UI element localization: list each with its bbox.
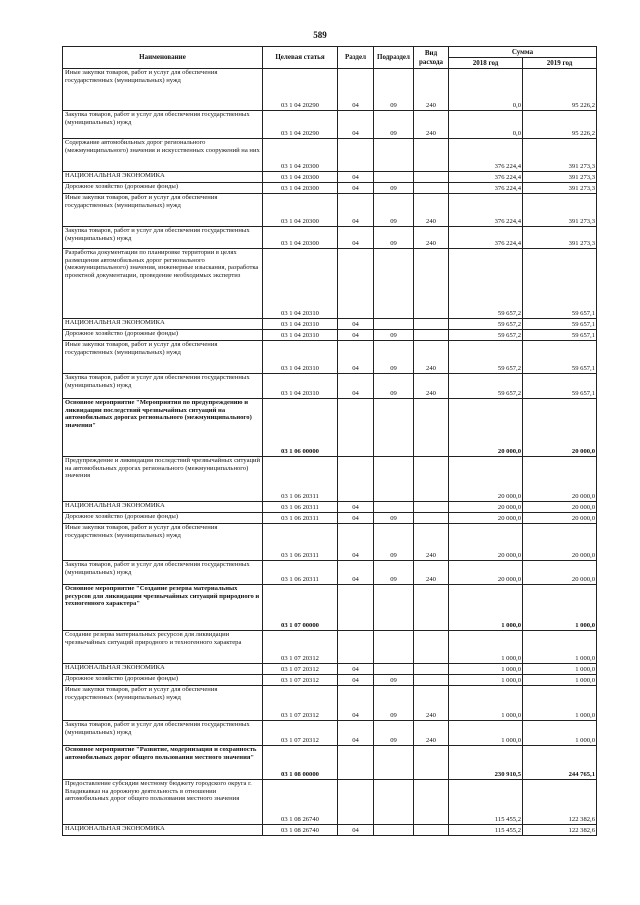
row-section-cell: 04 — [338, 319, 374, 330]
row-name-cell: НАЦИОНАЛЬНАЯ ЭКОНОМИКА — [63, 502, 263, 513]
row-2018-cell: 59 657,2 — [449, 330, 523, 341]
row-exptype-cell: 240 — [414, 686, 449, 721]
row-name-cell: Закупка товаров, работ и услуг для обеспечения государственных (муниципальных) нужд — [63, 561, 263, 585]
table-row — [63, 139, 597, 172]
row-2018-cell: 0,0 — [449, 69, 523, 111]
row-target-cell: 03 1 07 00000 — [263, 585, 338, 631]
row-target-cell: 03 1 07 20312 — [263, 721, 338, 746]
row-target-cell: 03 1 06 20311 — [263, 457, 338, 502]
row-name-cell: Основное мероприятие "Развитие, модернизация и сохранность автомобильных дорог общего пользования местного значения" — [63, 746, 263, 780]
row-target-cell: 03 1 06 20311 — [263, 561, 338, 585]
row-2019-cell: 20 000,0 — [523, 399, 597, 457]
row-2018-cell: 115 455,2 — [449, 780, 523, 825]
table-row — [63, 664, 597, 675]
row-2019-cell: 391 273,3 — [523, 172, 597, 183]
col-2019-header: 2019 год — [523, 58, 597, 69]
row-subsection-cell: 09 — [374, 111, 414, 139]
row-target-cell: 03 1 06 20311 — [263, 502, 338, 513]
row-name-cell: НАЦИОНАЛЬНАЯ ЭКОНОМИКА — [63, 319, 263, 330]
row-name-cell: Основное мероприятие "Создание резерва материальных ресурсов для ликвидации чрезвычайных ситуаций природного и техногенного характера" — [63, 585, 263, 631]
row-section-cell: 04 — [338, 825, 374, 836]
row-name-cell: Предупреждение и ликвидация последствий чрезвычайных ситуаций на автомобильных дорогах регионального (межмуниципального) значения — [63, 457, 263, 502]
row-exptype-cell — [414, 780, 449, 825]
row-exptype-cell: 240 — [414, 561, 449, 585]
row-exptype-cell: 240 — [414, 69, 449, 111]
row-subsection-cell: 09 — [374, 194, 414, 227]
table-row — [63, 561, 597, 585]
row-name-cell: Иные закупки товаров, работ и услуг для обеспечения государственных (муниципальных) нужд — [63, 524, 263, 561]
row-target-cell: 03 1 04 20300 — [263, 183, 338, 194]
row-name-cell: Закупка товаров, работ и услуг для обеспечения государственных (муниципальных) нужд — [63, 111, 263, 139]
row-2018-cell: 59 657,2 — [449, 374, 523, 399]
row-section-cell — [338, 457, 374, 502]
row-exptype-cell: 240 — [414, 111, 449, 139]
row-2018-cell: 1 000,0 — [449, 585, 523, 631]
col-exptype-header: Вид расхода — [414, 47, 449, 69]
row-2018-cell: 0,0 — [449, 111, 523, 139]
row-2018-cell: 20 000,0 — [449, 457, 523, 502]
row-subsection-cell — [374, 139, 414, 172]
row-section-cell — [338, 746, 374, 780]
row-name-cell: Создание резерва материальных ресурсов для ликвидации чрезвычайных ситуаций природного и техногенного характера — [63, 631, 263, 664]
row-subsection-cell — [374, 746, 414, 780]
row-target-cell: 03 1 04 20300 — [263, 172, 338, 183]
table-row — [63, 457, 597, 502]
row-target-cell: 03 1 06 20311 — [263, 513, 338, 524]
row-section-cell: 04 — [338, 524, 374, 561]
table-row — [63, 330, 597, 341]
row-exptype-cell: 240 — [414, 341, 449, 374]
row-subsection-cell — [374, 585, 414, 631]
row-exptype-cell — [414, 183, 449, 194]
row-target-cell: 03 1 08 26740 — [263, 780, 338, 825]
row-2019-cell: 20 000,0 — [523, 502, 597, 513]
row-2018-cell: 1 000,0 — [449, 686, 523, 721]
table-row — [63, 341, 597, 374]
row-exptype-cell: 240 — [414, 721, 449, 746]
row-2019-cell: 59 657,1 — [523, 374, 597, 399]
row-name-cell: Иные закупки товаров, работ и услуг для обеспечения государственных (муниципальных) нужд — [63, 686, 263, 721]
row-2018-cell: 376 224,4 — [449, 183, 523, 194]
row-name-cell: Дорожное хозяйство (дорожные фонды) — [63, 330, 263, 341]
row-target-cell: 03 1 07 20312 — [263, 631, 338, 664]
row-2018-cell: 59 657,2 — [449, 249, 523, 319]
row-name-cell: Разработка документации по планировке территории в целях размещения автомобильных дорог регионального (межмуниципального) значения, инженерные изыскания, разработка проектной документации, проведение необходимых экспертиз — [63, 249, 263, 319]
row-target-cell: 03 1 07 20312 — [263, 675, 338, 686]
row-target-cell: 03 1 04 20310 — [263, 374, 338, 399]
row-subsection-cell — [374, 631, 414, 664]
table-row — [63, 319, 597, 330]
row-exptype-cell — [414, 664, 449, 675]
row-2018-cell: 376 224,4 — [449, 139, 523, 172]
table-row — [63, 172, 597, 183]
row-section-cell — [338, 399, 374, 457]
row-exptype-cell — [414, 675, 449, 686]
table-row — [63, 631, 597, 664]
table-row — [63, 524, 597, 561]
row-section-cell — [338, 780, 374, 825]
row-subsection-cell — [374, 319, 414, 330]
row-section-cell: 04 — [338, 561, 374, 585]
row-name-cell: Содержание автомобильных дорог регионального (межмуниципального) значения и искусственных сооружений на них — [63, 139, 263, 172]
row-subsection-cell: 09 — [374, 341, 414, 374]
row-2019-cell: 1 000,0 — [523, 686, 597, 721]
row-target-cell: 03 1 04 20310 — [263, 330, 338, 341]
row-name-cell: Закупка товаров, работ и услуг для обеспечения государственных (муниципальных) нужд — [63, 374, 263, 399]
row-section-cell: 04 — [338, 675, 374, 686]
row-subsection-cell — [374, 780, 414, 825]
row-2019-cell: 1 000,0 — [523, 631, 597, 664]
row-2019-cell: 391 273,3 — [523, 194, 597, 227]
row-section-cell — [338, 631, 374, 664]
row-2019-cell: 59 657,1 — [523, 330, 597, 341]
row-exptype-cell — [414, 399, 449, 457]
row-subsection-cell: 09 — [374, 330, 414, 341]
row-target-cell: 03 1 04 20300 — [263, 194, 338, 227]
row-subsection-cell: 09 — [374, 524, 414, 561]
row-section-cell: 04 — [338, 69, 374, 111]
row-2018-cell: 376 224,4 — [449, 194, 523, 227]
row-2018-cell: 20 000,0 — [449, 399, 523, 457]
budget-table — [62, 46, 597, 836]
row-subsection-cell: 09 — [374, 675, 414, 686]
row-2019-cell: 20 000,0 — [523, 561, 597, 585]
row-2019-cell: 1 000,0 — [523, 585, 597, 631]
row-exptype-cell — [414, 457, 449, 502]
table-row — [63, 585, 597, 631]
row-exptype-cell — [414, 825, 449, 836]
row-2019-cell: 59 657,1 — [523, 319, 597, 330]
row-2019-cell: 391 273,3 — [523, 139, 597, 172]
row-subsection-cell — [374, 249, 414, 319]
row-2019-cell: 122 382,6 — [523, 825, 597, 836]
row-2019-cell: 122 382,6 — [523, 780, 597, 825]
row-2019-cell: 59 657,1 — [523, 249, 597, 319]
row-section-cell: 04 — [338, 227, 374, 249]
row-2019-cell: 20 000,0 — [523, 513, 597, 524]
row-section-cell: 04 — [338, 330, 374, 341]
row-2018-cell: 1 000,0 — [449, 664, 523, 675]
row-exptype-cell — [414, 139, 449, 172]
row-exptype-cell — [414, 513, 449, 524]
row-2019-cell: 1 000,0 — [523, 664, 597, 675]
row-subsection-cell: 09 — [374, 721, 414, 746]
row-subsection-cell: 09 — [374, 513, 414, 524]
row-target-cell: 03 1 04 20300 — [263, 139, 338, 172]
row-name-cell: Основное мероприятие "Мероприятия по предупреждению и ликвидации последствий чрезвычайных ситуаций на автомобильных дорогах регионального (межмуниципального) значения" — [63, 399, 263, 457]
row-2019-cell: 391 273,3 — [523, 227, 597, 249]
row-exptype-cell — [414, 585, 449, 631]
row-section-cell — [338, 139, 374, 172]
row-subsection-cell — [374, 664, 414, 675]
row-subsection-cell: 09 — [374, 686, 414, 721]
row-name-cell: Дорожное хозяйство (дорожные фонды) — [63, 183, 263, 194]
row-exptype-cell — [414, 319, 449, 330]
row-2019-cell: 20 000,0 — [523, 457, 597, 502]
row-target-cell: 03 1 06 00000 — [263, 399, 338, 457]
row-target-cell: 03 1 07 20312 — [263, 686, 338, 721]
col-sum-header: Сумма — [449, 47, 597, 58]
table-row — [63, 721, 597, 746]
row-exptype-cell: 240 — [414, 194, 449, 227]
col-2018-header: 2018 год — [449, 58, 523, 69]
row-section-cell — [338, 249, 374, 319]
row-2018-cell: 20 000,0 — [449, 524, 523, 561]
row-subsection-cell: 09 — [374, 561, 414, 585]
row-2019-cell: 1 000,0 — [523, 675, 597, 686]
row-2019-cell: 244 765,1 — [523, 746, 597, 780]
row-target-cell: 03 1 04 20290 — [263, 111, 338, 139]
row-subsection-cell — [374, 172, 414, 183]
row-section-cell: 04 — [338, 513, 374, 524]
row-2018-cell: 376 224,4 — [449, 227, 523, 249]
table-row — [63, 686, 597, 721]
row-2019-cell: 95 226,2 — [523, 69, 597, 111]
col-target-header: Целевая статья — [263, 47, 338, 69]
table-row — [63, 825, 597, 836]
row-2018-cell: 20 000,0 — [449, 561, 523, 585]
row-section-cell — [338, 585, 374, 631]
col-section-header: Раздел — [338, 47, 374, 69]
row-name-cell: НАЦИОНАЛЬНАЯ ЭКОНОМИКА — [63, 172, 263, 183]
table-row — [63, 111, 597, 139]
row-2018-cell: 59 657,2 — [449, 319, 523, 330]
table-row — [63, 780, 597, 825]
table-row — [63, 69, 597, 111]
row-exptype-cell: 240 — [414, 227, 449, 249]
row-subsection-cell — [374, 502, 414, 513]
page-number: 589 — [313, 30, 327, 40]
table-row — [63, 399, 597, 457]
row-section-cell: 04 — [338, 111, 374, 139]
row-section-cell: 04 — [338, 374, 374, 399]
row-exptype-cell — [414, 631, 449, 664]
row-2018-cell: 20 000,0 — [449, 513, 523, 524]
row-2019-cell: 1 000,0 — [523, 721, 597, 746]
row-subsection-cell: 09 — [374, 374, 414, 399]
table-row — [63, 374, 597, 399]
row-exptype-cell — [414, 746, 449, 780]
row-target-cell: 03 1 08 26740 — [263, 825, 338, 836]
table-row — [63, 502, 597, 513]
row-target-cell: 03 1 06 20311 — [263, 524, 338, 561]
row-section-cell: 04 — [338, 502, 374, 513]
row-exptype-cell — [414, 249, 449, 319]
row-exptype-cell: 240 — [414, 374, 449, 399]
row-2019-cell: 59 657,1 — [523, 341, 597, 374]
row-2018-cell: 1 000,0 — [449, 721, 523, 746]
row-target-cell: 03 1 04 20310 — [263, 319, 338, 330]
row-subsection-cell: 09 — [374, 69, 414, 111]
row-name-cell: Предоставление субсидии местному бюджету городского округа г. Владикавказ на дорожную деятельность в отношении автомобильных дорог общего пользования местного значения — [63, 780, 263, 825]
col-subsection-header: Подраздел — [374, 47, 414, 69]
row-name-cell: Дорожное хозяйство (дорожные фонды) — [63, 513, 263, 524]
table-row — [63, 249, 597, 319]
table-row — [63, 194, 597, 227]
row-2019-cell: 95 226,2 — [523, 111, 597, 139]
row-name-cell: НАЦИОНАЛЬНАЯ ЭКОНОМИКА — [63, 664, 263, 675]
row-exptype-cell — [414, 172, 449, 183]
row-exptype-cell — [414, 330, 449, 341]
row-subsection-cell: 09 — [374, 183, 414, 194]
row-exptype-cell — [414, 502, 449, 513]
row-subsection-cell — [374, 399, 414, 457]
row-2019-cell: 391 273,3 — [523, 183, 597, 194]
table-row — [63, 675, 597, 686]
table-row — [63, 513, 597, 524]
row-target-cell: 03 1 04 20310 — [263, 249, 338, 319]
col-name-header: Наименование — [63, 47, 263, 69]
row-name-cell: Иные закупки товаров, работ и услуг для обеспечения государственных (муниципальных) нужд — [63, 194, 263, 227]
table-row — [63, 746, 597, 780]
row-section-cell: 04 — [338, 721, 374, 746]
row-target-cell: 03 1 07 20312 — [263, 664, 338, 675]
row-section-cell: 04 — [338, 194, 374, 227]
row-2018-cell: 59 657,2 — [449, 341, 523, 374]
row-2018-cell: 376 224,4 — [449, 172, 523, 183]
table-row — [63, 183, 597, 194]
row-2018-cell: 115 455,2 — [449, 825, 523, 836]
row-section-cell: 04 — [338, 664, 374, 675]
row-name-cell: Закупка товаров, работ и услуг для обеспечения государственных (муниципальных) нужд — [63, 721, 263, 746]
row-2018-cell: 230 910,5 — [449, 746, 523, 780]
row-section-cell: 04 — [338, 183, 374, 194]
row-2018-cell: 1 000,0 — [449, 675, 523, 686]
table-row — [63, 227, 597, 249]
row-subsection-cell — [374, 457, 414, 502]
row-section-cell: 04 — [338, 686, 374, 721]
row-target-cell: 03 1 04 20290 — [263, 69, 338, 111]
row-2019-cell: 20 000,0 — [523, 524, 597, 561]
row-name-cell: Иные закупки товаров, работ и услуг для обеспечения государственных (муниципальных) нужд — [63, 69, 263, 111]
row-name-cell: Дорожное хозяйство (дорожные фонды) — [63, 675, 263, 686]
row-2018-cell: 20 000,0 — [449, 502, 523, 513]
row-subsection-cell — [374, 825, 414, 836]
row-subsection-cell: 09 — [374, 227, 414, 249]
row-target-cell: 03 1 08 00000 — [263, 746, 338, 780]
row-section-cell: 04 — [338, 341, 374, 374]
row-target-cell: 03 1 04 20300 — [263, 227, 338, 249]
row-2018-cell: 1 000,0 — [449, 631, 523, 664]
row-name-cell: НАЦИОНАЛЬНАЯ ЭКОНОМИКА — [63, 825, 263, 836]
row-target-cell: 03 1 04 20310 — [263, 341, 338, 374]
row-exptype-cell: 240 — [414, 524, 449, 561]
row-section-cell: 04 — [338, 172, 374, 183]
row-name-cell: Закупка товаров, работ и услуг для обеспечения государственных (муниципальных) нужд — [63, 227, 263, 249]
row-name-cell: Иные закупки товаров, работ и услуг для обеспечения государственных (муниципальных) нужд — [63, 341, 263, 374]
